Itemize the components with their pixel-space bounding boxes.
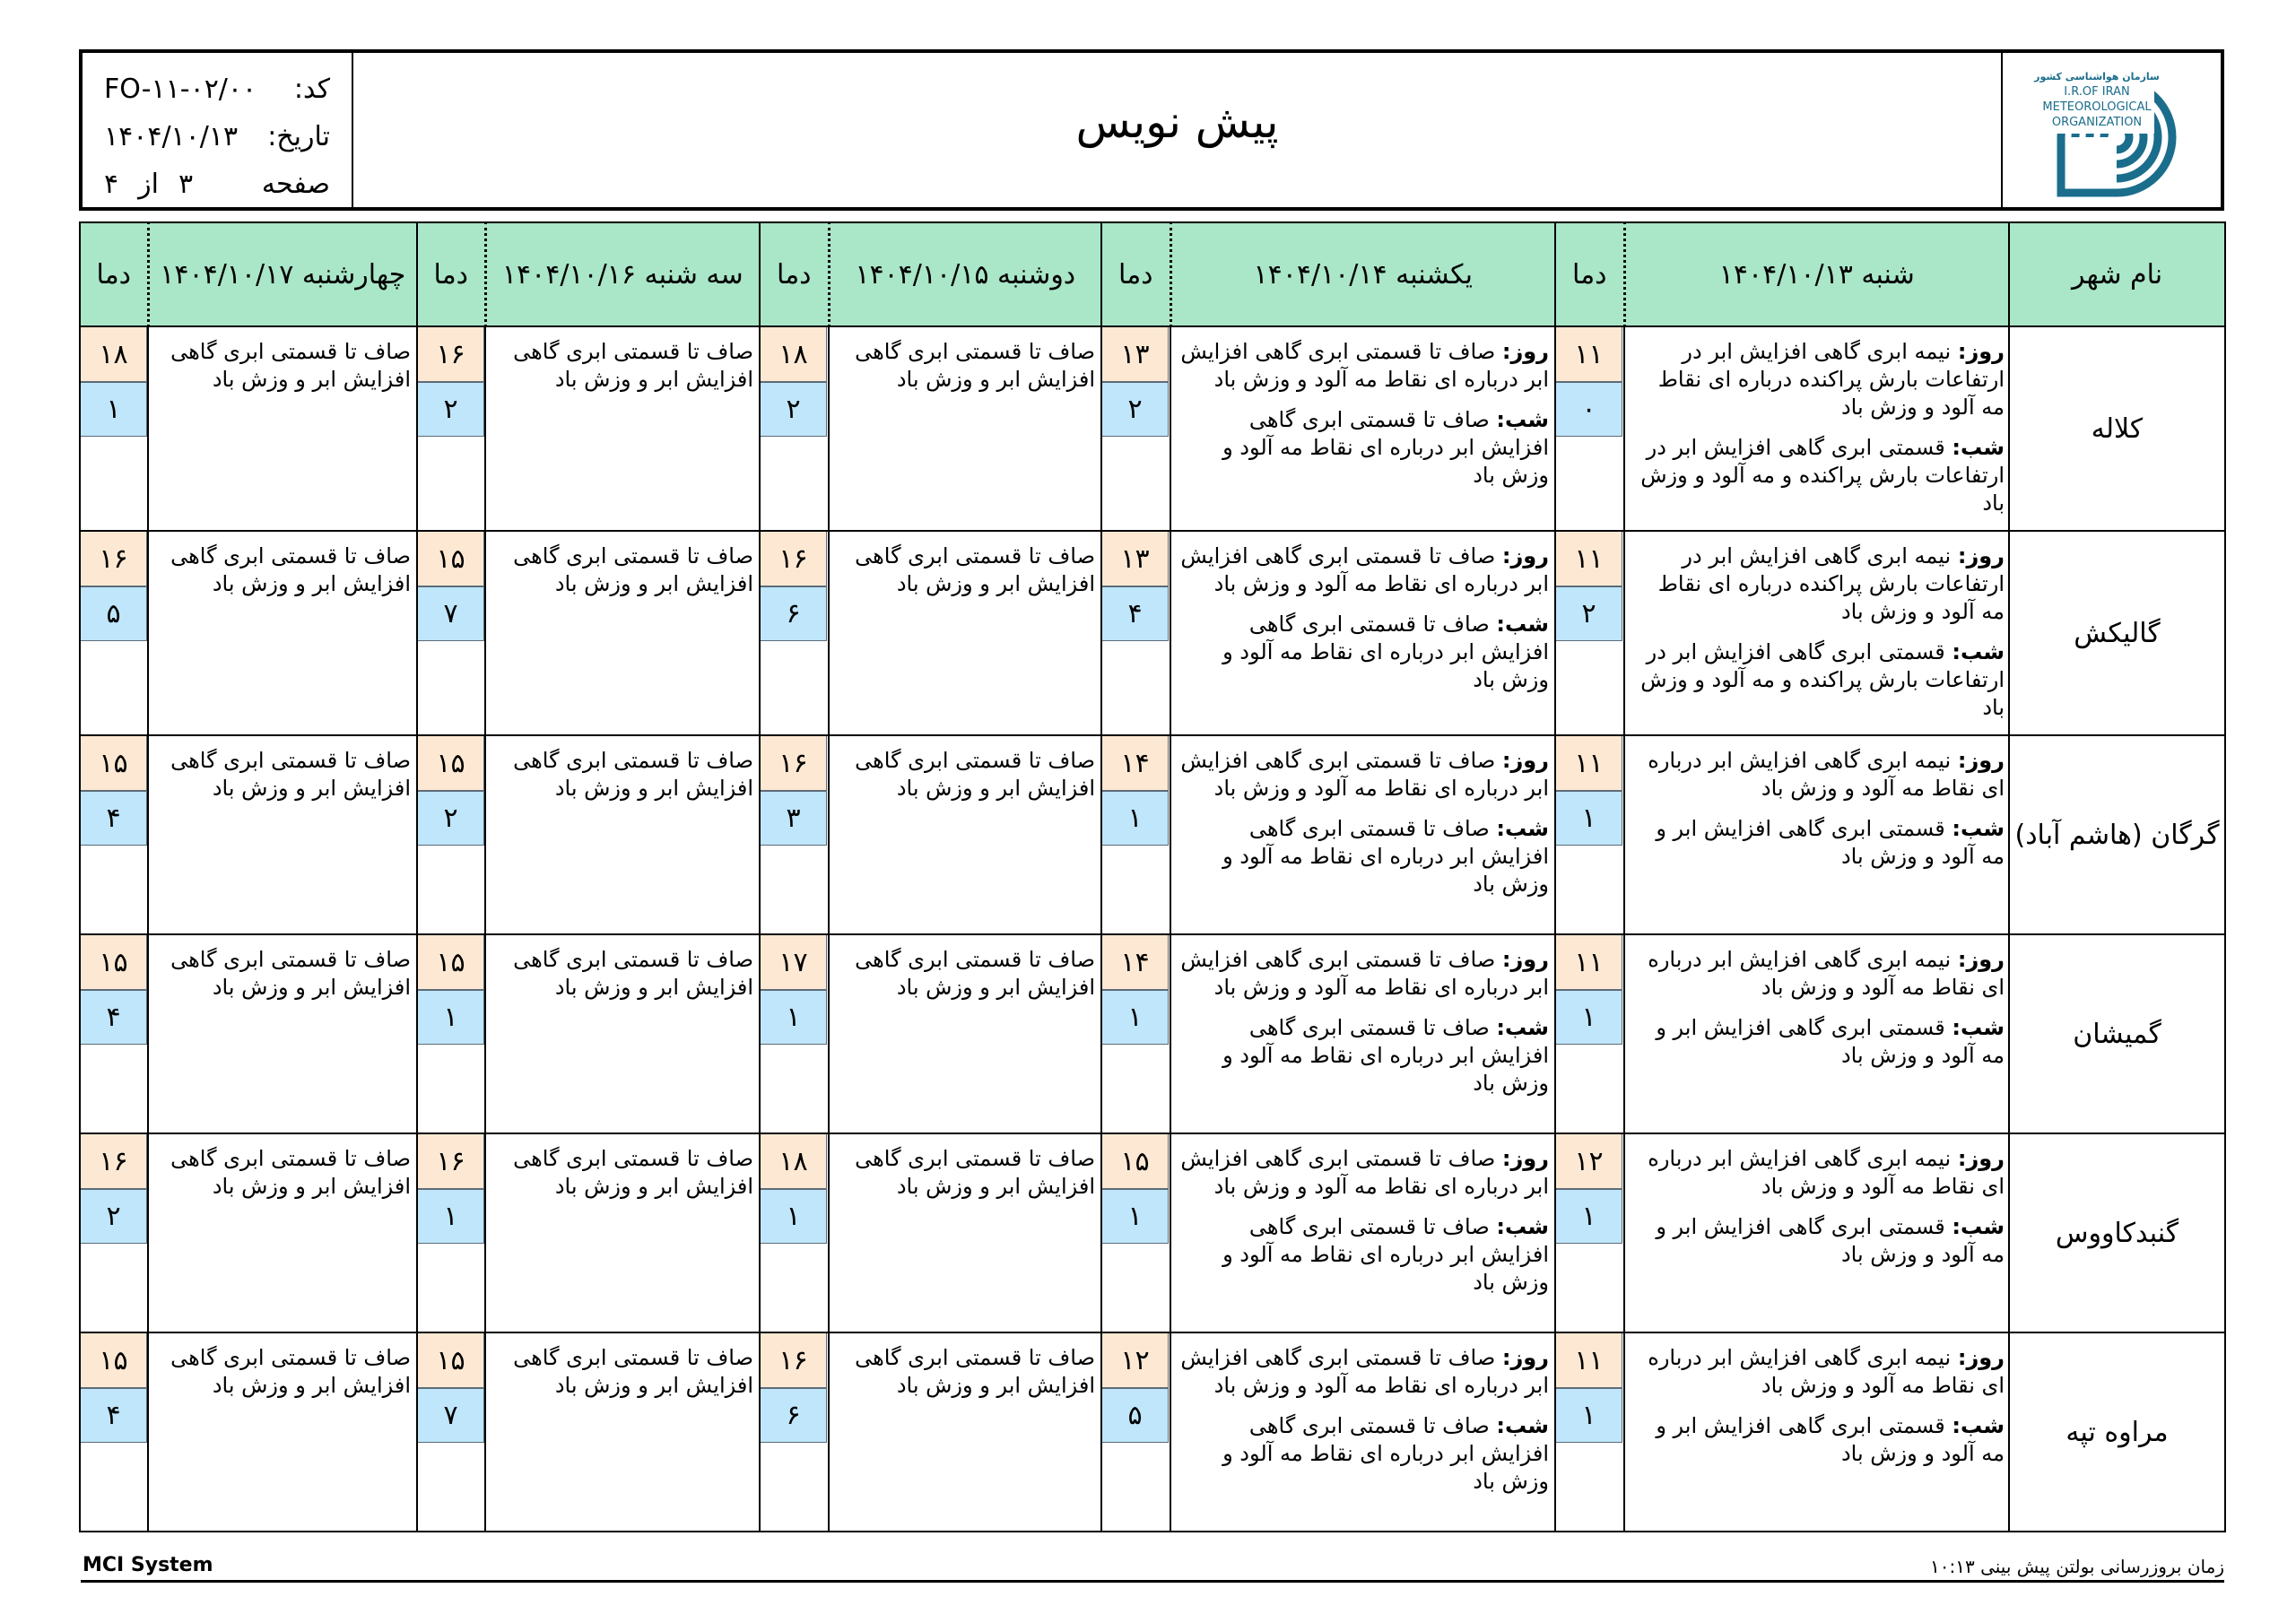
night-forecast-text: قسمتی ابری گاهی افزایش ابر و مه آلود و وزش باد bbox=[1656, 1015, 2005, 1068]
forecast-cell bbox=[1624, 326, 2009, 531]
night-label: شب: bbox=[1496, 1413, 1549, 1438]
temperature-cell bbox=[760, 326, 829, 531]
max-temp: ۱۵ bbox=[418, 935, 484, 990]
min-temp: ۲ bbox=[1556, 586, 1622, 641]
night-forecast bbox=[1177, 1014, 1549, 1098]
max-temp: ۱۶ bbox=[81, 1134, 147, 1189]
day-forecast bbox=[1631, 747, 2005, 803]
night-forecast bbox=[1631, 1412, 2005, 1468]
forecast-cell bbox=[485, 1332, 760, 1532]
max-temp: ۱۸ bbox=[81, 327, 147, 382]
day-label: روز: bbox=[1957, 1146, 2005, 1171]
min-temp: ۳ bbox=[761, 791, 827, 846]
night-forecast-text: قسمتی ابری گاهی افزایش ابر در ارتفاعات بارش پراکنده و مه آلود و وزش باد bbox=[1640, 435, 2005, 516]
forecast-cell bbox=[1170, 934, 1555, 1133]
temperature-cell bbox=[760, 1332, 829, 1532]
temperature-cell bbox=[80, 1133, 148, 1332]
forecast-cell bbox=[1624, 934, 2009, 1133]
night-label: شب: bbox=[1952, 639, 2005, 664]
temperature-cell bbox=[80, 735, 148, 934]
forecast-text: صاف تا قسمتی ابری گاهی افزایش ابر و وزش باد bbox=[170, 947, 411, 1000]
forecast-cell bbox=[1624, 1332, 2009, 1532]
day-forecast bbox=[1177, 1145, 1549, 1201]
day-forecast bbox=[1177, 747, 1549, 803]
forecast-cell bbox=[829, 934, 1101, 1133]
table-row bbox=[80, 934, 2225, 1133]
min-temp: ۷ bbox=[418, 1388, 484, 1443]
forecast-cell bbox=[829, 326, 1101, 531]
day-forecast bbox=[1631, 542, 2005, 626]
forecast-cell bbox=[148, 326, 417, 531]
night-label: شب: bbox=[1952, 816, 2005, 841]
day-label: روز: bbox=[1957, 947, 2005, 972]
temperature-cell bbox=[760, 735, 829, 934]
meteorological-organization-logo bbox=[2001, 53, 2221, 207]
night-forecast-text: صاف تا قسمتی ابری گاهی افزایش ابر درباره ای نقاط مه آلود و وزش باد bbox=[1222, 1015, 1549, 1096]
forecast-cell bbox=[1170, 531, 1555, 735]
day-label: روز: bbox=[1501, 339, 1549, 364]
forecast-text: صاف تا قسمتی ابری گاهی افزایش ابر و وزش باد bbox=[513, 748, 753, 801]
day-label: روز: bbox=[1957, 543, 2005, 568]
forecast-cell bbox=[829, 1332, 1101, 1532]
day-forecast-text: نیمه ابری گاهی افزایش ابر درباره ای نقاط مه آلود و وزش باد bbox=[1648, 1146, 2005, 1199]
day-forecast-text: نیمه ابری گاهی افزایش ابر درباره ای نقاط مه آلود و وزش باد bbox=[1648, 947, 2005, 1000]
day-label: روز: bbox=[1501, 1345, 1549, 1370]
day-header-3: دوشنبه ۱۴۰۴/۱۰/۱۵ bbox=[829, 222, 1101, 326]
night-forecast bbox=[1177, 815, 1549, 898]
forecast-text: صاف تا قسمتی ابری گاهی افزایش ابر و وزش باد bbox=[170, 339, 411, 392]
update-label: زمان بروزرسانی بولتن پیش بینی bbox=[1980, 1556, 2224, 1577]
day-forecast-text: نیمه ابری گاهی افزایش ابر درباره ای نقاط مه آلود و وزش باد bbox=[1648, 1345, 2005, 1398]
page-of-label: از bbox=[138, 169, 159, 200]
max-temp: ۱۶ bbox=[761, 736, 827, 791]
temperature-cell bbox=[1101, 531, 1170, 735]
forecast-cell bbox=[148, 531, 417, 735]
day-forecast bbox=[1631, 1344, 2005, 1400]
forecast-cell bbox=[1170, 1133, 1555, 1332]
max-temp: ۱۵ bbox=[418, 1333, 484, 1388]
day-forecast bbox=[1177, 542, 1549, 598]
min-temp: ۵ bbox=[81, 586, 147, 641]
day-forecast-text: صاف تا قسمتی ابری گاهی افزایش ابر درباره ای نقاط مه آلود و وزش باد bbox=[1180, 1146, 1549, 1199]
min-temp: ۱ bbox=[418, 1189, 484, 1244]
night-label: شب: bbox=[1496, 1015, 1549, 1040]
day-forecast bbox=[1177, 338, 1549, 394]
temperature-cell bbox=[417, 1133, 485, 1332]
min-temp: ۴ bbox=[1102, 586, 1169, 641]
page-title: پیش نویس bbox=[1075, 96, 1279, 148]
table-row bbox=[80, 326, 2225, 531]
day-forecast-text: نیمه ابری گاهی افزایش ابر در ارتفاعات بارش پراکنده درباره ای نقاط مه آلود و وزش باد bbox=[1657, 543, 2005, 624]
code-value: FO-۱۱-۰۲/۰۰ bbox=[104, 74, 257, 105]
max-temp: ۱۱ bbox=[1556, 935, 1622, 990]
forecast-text: صاف تا قسمتی ابری گاهی افزایش ابر و وزش باد bbox=[855, 543, 1095, 596]
page-total: ۴ bbox=[104, 169, 119, 200]
max-temp: ۱۱ bbox=[1556, 736, 1622, 791]
max-temp: ۱۱ bbox=[1556, 327, 1622, 382]
night-label: شب: bbox=[1496, 816, 1549, 841]
max-temp: ۱۵ bbox=[81, 1333, 147, 1388]
night-forecast-text: قسمتی ابری گاهی افزایش ابر و مه آلود و وزش باد bbox=[1656, 1413, 2005, 1466]
logo-text-fa: سازمان هواشناسی کشور bbox=[2033, 71, 2160, 82]
update-time: ۱۰:۱۳ bbox=[1930, 1556, 1975, 1577]
forecast-text: صاف تا قسمتی ابری گاهی افزایش ابر و وزش باد bbox=[513, 339, 753, 392]
forecast-cell bbox=[1170, 735, 1555, 934]
night-forecast bbox=[1177, 406, 1549, 490]
min-temp: ۱ bbox=[1102, 791, 1169, 846]
city-column-header: نام شهر bbox=[2009, 222, 2225, 326]
night-label: شب: bbox=[1496, 1214, 1549, 1239]
forecast-text: صاف تا قسمتی ابری گاهی افزایش ابر و وزش باد bbox=[513, 1146, 753, 1199]
max-temp: ۱۶ bbox=[418, 1134, 484, 1189]
min-temp: ۱ bbox=[1102, 990, 1169, 1045]
night-label: شب: bbox=[1952, 1015, 2005, 1040]
night-forecast bbox=[1631, 434, 2005, 517]
forecast-text: صاف تا قسمتی ابری گاهی افزایش ابر و وزش باد bbox=[170, 543, 411, 596]
min-temp: ۶ bbox=[761, 1388, 827, 1443]
temperature-cell bbox=[417, 735, 485, 934]
forecast-cell bbox=[485, 735, 760, 934]
min-temp: ۲ bbox=[1102, 382, 1169, 437]
night-forecast bbox=[1177, 1412, 1549, 1496]
max-temp: ۱۳ bbox=[1102, 327, 1169, 382]
temperature-cell bbox=[1101, 735, 1170, 934]
temperature-cell bbox=[1555, 735, 1624, 934]
temperature-cell bbox=[1555, 934, 1624, 1133]
max-temp: ۱۵ bbox=[81, 736, 147, 791]
min-temp: ۰ bbox=[1556, 382, 1622, 437]
city-name: گمیشان bbox=[2009, 934, 2225, 1133]
day-forecast bbox=[1631, 1145, 2005, 1201]
night-forecast bbox=[1631, 1014, 2005, 1070]
min-temp: ۱ bbox=[1556, 1189, 1622, 1244]
min-temp: ۲ bbox=[81, 1189, 147, 1244]
temperature-cell bbox=[80, 531, 148, 735]
day-forecast bbox=[1631, 338, 2005, 421]
max-temp: ۱۶ bbox=[761, 1333, 827, 1388]
temperature-cell bbox=[1555, 1133, 1624, 1332]
night-forecast-text: صاف تا قسمتی ابری گاهی افزایش ابر درباره ای نقاط مه آلود و وزش باد bbox=[1222, 1413, 1549, 1494]
table-header-row bbox=[80, 222, 2225, 326]
forecast-cell bbox=[148, 1332, 417, 1532]
document-header bbox=[79, 49, 2224, 211]
day-label: روز: bbox=[1957, 1345, 2005, 1370]
temperature-cell bbox=[1555, 326, 1624, 531]
temp-header-4: دما bbox=[417, 222, 485, 326]
min-temp: ۱ bbox=[1102, 1189, 1169, 1244]
day-forecast bbox=[1177, 1344, 1549, 1400]
temperature-cell bbox=[1555, 1332, 1624, 1532]
forecast-cell bbox=[485, 326, 760, 531]
night-label: شب: bbox=[1952, 1214, 2005, 1239]
table-row bbox=[80, 1133, 2225, 1332]
forecast-cell bbox=[829, 1133, 1101, 1332]
forecast-text: صاف تا قسمتی ابری گاهی افزایش ابر و وزش باد bbox=[170, 1345, 411, 1398]
temperature-cell bbox=[760, 934, 829, 1133]
date-value: ۱۴۰۴/۱۰/۱۳ bbox=[104, 121, 239, 152]
forecast-text: صاف تا قسمتی ابری گاهی افزایش ابر و وزش باد bbox=[170, 1146, 411, 1199]
forecast-cell bbox=[485, 1133, 760, 1332]
max-temp: ۱۲ bbox=[1102, 1333, 1169, 1388]
night-forecast-text: قسمتی ابری گاهی افزایش ابر در ارتفاعات بارش پراکنده و مه آلود و وزش باد bbox=[1640, 639, 2005, 720]
day-header-1: شنبه ۱۴۰۴/۱۰/۱۳ bbox=[1624, 222, 2009, 326]
temperature-cell bbox=[417, 531, 485, 735]
night-forecast-text: قسمتی ابری گاهی افزایش ابر و مه آلود و وزش باد bbox=[1656, 816, 2005, 869]
forecast-cell bbox=[148, 735, 417, 934]
day-label: روز: bbox=[1957, 748, 2005, 773]
temperature-cell bbox=[80, 934, 148, 1133]
day-forecast bbox=[1177, 946, 1549, 1002]
forecast-cell bbox=[1624, 1133, 2009, 1332]
table-row bbox=[80, 531, 2225, 735]
min-temp: ۱ bbox=[761, 990, 827, 1045]
night-forecast bbox=[1631, 1213, 2005, 1269]
date-label: تاریخ: bbox=[267, 121, 330, 152]
temp-header-1: دما bbox=[1555, 222, 1624, 326]
night-forecast-text: صاف تا قسمتی ابری گاهی افزایش ابر درباره ای نقاط مه آلود و وزش باد bbox=[1222, 816, 1549, 897]
min-temp: ۲ bbox=[761, 382, 827, 437]
logo-text-line2: I.R.OF IRAN bbox=[2063, 85, 2130, 99]
max-temp: ۱۶ bbox=[81, 532, 147, 586]
night-forecast bbox=[1631, 638, 2005, 722]
forecast-cell bbox=[829, 531, 1101, 735]
table-row bbox=[80, 1332, 2225, 1532]
min-temp: ۱ bbox=[1556, 1388, 1622, 1443]
forecast-text: صاف تا قسمتی ابری گاهی افزایش ابر و وزش باد bbox=[170, 748, 411, 801]
temperature-cell bbox=[760, 531, 829, 735]
min-temp: ۴ bbox=[81, 1388, 147, 1443]
forecast-cell bbox=[1624, 735, 2009, 934]
night-label: شب: bbox=[1496, 407, 1549, 432]
temperature-cell bbox=[1101, 934, 1170, 1133]
min-temp: ۴ bbox=[81, 990, 147, 1045]
temperature-cell bbox=[80, 1332, 148, 1532]
max-temp: ۱۱ bbox=[1556, 532, 1622, 586]
night-forecast-text: صاف تا قسمتی ابری گاهی افزایش ابر درباره ای نقاط مه آلود و وزش باد bbox=[1222, 407, 1549, 488]
forecast-table bbox=[79, 221, 2226, 1532]
forecast-cell bbox=[829, 735, 1101, 934]
min-temp: ۵ bbox=[1102, 1388, 1169, 1443]
max-temp: ۱۲ bbox=[1556, 1134, 1622, 1189]
temperature-cell bbox=[417, 934, 485, 1133]
temperature-cell bbox=[1101, 1133, 1170, 1332]
day-forecast-text: نیمه ابری گاهی افزایش ابر در ارتفاعات بارش پراکنده درباره ای نقاط مه آلود و وزش باد bbox=[1657, 339, 2005, 420]
temperature-cell bbox=[1101, 326, 1170, 531]
min-temp: ۷ bbox=[418, 586, 484, 641]
min-temp: ۱ bbox=[1556, 990, 1622, 1045]
city-name: مراوه تپه bbox=[2009, 1332, 2225, 1532]
max-temp: ۱۵ bbox=[81, 935, 147, 990]
system-name: MCI System bbox=[83, 1554, 213, 1576]
min-temp: ۲ bbox=[418, 791, 484, 846]
max-temp: ۱۵ bbox=[418, 736, 484, 791]
day-label: روز: bbox=[1501, 543, 1549, 568]
city-name: گنبدکاووس bbox=[2009, 1133, 2225, 1332]
day-label: روز: bbox=[1501, 947, 1549, 972]
day-forecast-text: صاف تا قسمتی ابری گاهی افزایش ابر درباره ای نقاط مه آلود و وزش باد bbox=[1180, 339, 1549, 392]
temperature-cell bbox=[760, 1133, 829, 1332]
night-forecast-text: صاف تا قسمتی ابری گاهی افزایش ابر درباره ای نقاط مه آلود و وزش باد bbox=[1222, 1214, 1549, 1295]
night-label: شب: bbox=[1952, 1413, 2005, 1438]
max-temp: ۱۸ bbox=[761, 327, 827, 382]
temperature-cell bbox=[417, 1332, 485, 1532]
forecast-text: صاف تا قسمتی ابری گاهی افزایش ابر و وزش باد bbox=[855, 339, 1095, 392]
max-temp: ۱۷ bbox=[761, 935, 827, 990]
forecast-cell bbox=[148, 1133, 417, 1332]
night-forecast bbox=[1177, 1213, 1549, 1297]
table-row bbox=[80, 735, 2225, 934]
forecast-cell bbox=[148, 934, 417, 1133]
max-temp: ۱۴ bbox=[1102, 736, 1169, 791]
day-forecast-text: صاف تا قسمتی ابری گاهی افزایش ابر درباره ای نقاط مه آلود و وزش باد bbox=[1180, 947, 1549, 1000]
max-temp: ۱۴ bbox=[1102, 935, 1169, 990]
day-forecast-text: نیمه ابری گاهی افزایش ابر درباره ای نقاط مه آلود و وزش باد bbox=[1648, 748, 2005, 801]
temp-header-3: دما bbox=[760, 222, 829, 326]
forecast-cell bbox=[1170, 1332, 1555, 1532]
forecast-text: صاف تا قسمتی ابری گاهی افزایش ابر و وزش باد bbox=[513, 1345, 753, 1398]
document-meta bbox=[83, 53, 353, 207]
page-label: صفحه bbox=[261, 169, 330, 200]
max-temp: ۱۶ bbox=[761, 532, 827, 586]
logo-text-line3: METEOROLOGICAL bbox=[2041, 100, 2152, 114]
temp-header-5: دما bbox=[80, 222, 148, 326]
max-temp: ۱۵ bbox=[418, 532, 484, 586]
day-forecast-text: صاف تا قسمتی ابری گاهی افزایش ابر درباره ای نقاط مه آلود و وزش باد bbox=[1180, 1345, 1549, 1398]
city-name: گرگان (هاشم آباد) bbox=[2009, 735, 2225, 934]
night-forecast-text: صاف تا قسمتی ابری گاهی افزایش ابر درباره ای نقاط مه آلود و وزش باد bbox=[1222, 612, 1549, 692]
min-temp: ۱ bbox=[81, 382, 147, 437]
night-forecast-text: قسمتی ابری گاهی افزایش ابر و مه آلود و وزش باد bbox=[1656, 1214, 2005, 1267]
max-temp: ۱۳ bbox=[1102, 532, 1169, 586]
temperature-cell bbox=[1101, 1332, 1170, 1532]
logo-text-line4: ORGANIZATION bbox=[2051, 116, 2142, 129]
max-temp: ۱۸ bbox=[761, 1134, 827, 1189]
max-temp: ۱۱ bbox=[1556, 1333, 1622, 1388]
city-name: گالیکش bbox=[2009, 531, 2225, 735]
forecast-text: صاف تا قسمتی ابری گاهی افزایش ابر و وزش باد bbox=[855, 1345, 1095, 1398]
temperature-cell bbox=[417, 326, 485, 531]
forecast-text: صاف تا قسمتی ابری گاهی افزایش ابر و وزش باد bbox=[513, 543, 753, 596]
max-temp: ۱۶ bbox=[418, 327, 484, 382]
temp-header-2: دما bbox=[1101, 222, 1170, 326]
city-name: کلاله bbox=[2009, 326, 2225, 531]
forecast-cell bbox=[1170, 326, 1555, 531]
forecast-text: صاف تا قسمتی ابری گاهی افزایش ابر و وزش باد bbox=[855, 1146, 1095, 1199]
forecast-text: صاف تا قسمتی ابری گاهی افزایش ابر و وزش باد bbox=[855, 748, 1095, 801]
day-label: روز: bbox=[1501, 1146, 1549, 1171]
forecast-cell bbox=[1624, 531, 2009, 735]
night-forecast bbox=[1177, 611, 1549, 694]
min-temp: ۱ bbox=[1556, 791, 1622, 846]
night-label: شب: bbox=[1496, 612, 1549, 637]
page-number: ۳ bbox=[178, 169, 194, 200]
day-forecast bbox=[1631, 946, 2005, 1002]
forecast-text: صاف تا قسمتی ابری گاهی افزایش ابر و وزش باد bbox=[513, 947, 753, 1000]
temperature-cell bbox=[80, 326, 148, 531]
min-temp: ۱ bbox=[418, 990, 484, 1045]
day-header-5: چهارشنبه ۱۴۰۴/۱۰/۱۷ bbox=[148, 222, 417, 326]
day-forecast-text: صاف تا قسمتی ابری گاهی افزایش ابر درباره ای نقاط مه آلود و وزش باد bbox=[1180, 543, 1549, 596]
day-forecast-text: صاف تا قسمتی ابری گاهی افزایش ابر درباره ای نقاط مه آلود و وزش باد bbox=[1180, 748, 1549, 801]
min-temp: ۶ bbox=[761, 586, 827, 641]
forecast-text: صاف تا قسمتی ابری گاهی افزایش ابر و وزش باد bbox=[855, 947, 1095, 1000]
night-forecast bbox=[1631, 815, 2005, 871]
forecast-cell bbox=[485, 934, 760, 1133]
day-label: روز: bbox=[1957, 339, 2005, 364]
day-header-4: سه شنبه ۱۴۰۴/۱۰/۱۶ bbox=[485, 222, 760, 326]
min-temp: ۱ bbox=[761, 1189, 827, 1244]
footer-divider bbox=[81, 1580, 2224, 1583]
min-temp: ۲ bbox=[418, 382, 484, 437]
temperature-cell bbox=[1555, 531, 1624, 735]
max-temp: ۱۵ bbox=[1102, 1134, 1169, 1189]
code-label: کد: bbox=[293, 74, 330, 105]
update-info bbox=[1918, 1556, 2224, 1577]
page-footer bbox=[81, 1552, 2224, 1579]
day-label: روز: bbox=[1501, 748, 1549, 773]
min-temp: ۴ bbox=[81, 791, 147, 846]
day-header-2: یکشنبه ۱۴۰۴/۱۰/۱۴ bbox=[1170, 222, 1555, 326]
night-label: شب: bbox=[1952, 435, 2005, 460]
forecast-cell bbox=[485, 531, 760, 735]
